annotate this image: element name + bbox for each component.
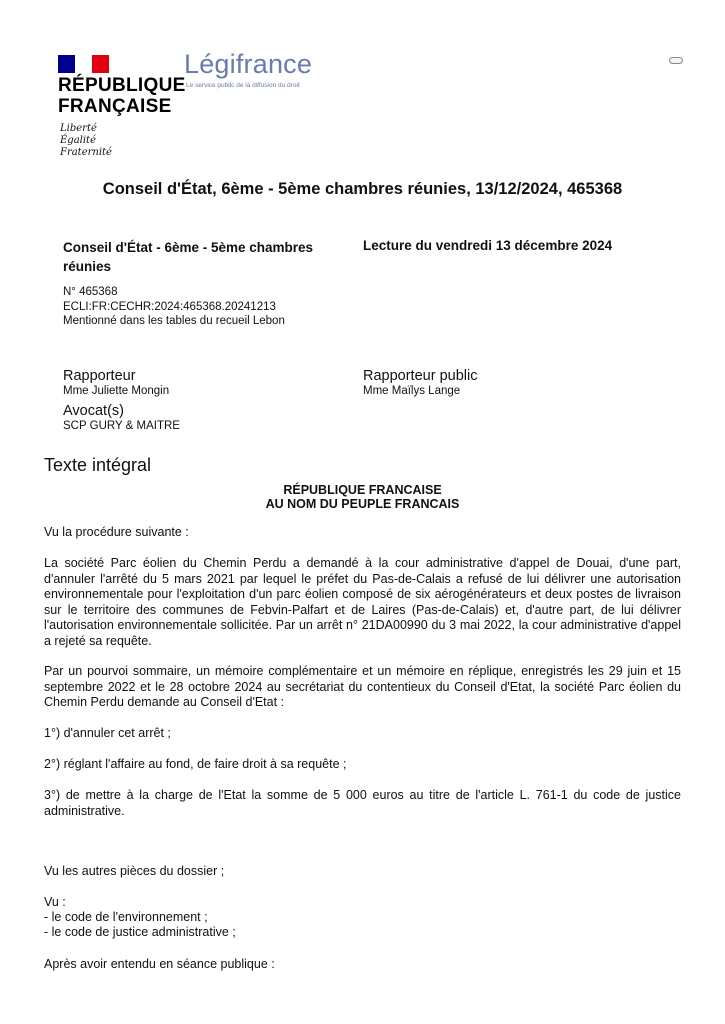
ecli-code: ECLI:FR:CECHR:2024:465368.20241213 — [63, 300, 276, 313]
avocat-name: SCP GURY & MAITRE — [63, 420, 180, 432]
motto — [60, 123, 112, 159]
lebon-mention: Mentionné dans les tables du recueil Lebon — [63, 315, 285, 327]
jurisdiction: Conseil d'État - 6ème - 5ème chambres réunies — [63, 240, 314, 274]
republic-line1: RÉPUBLIQUE — [58, 75, 186, 96]
rapporteur-name: Mme Juliette Mongin — [63, 385, 170, 397]
section-title: Texte intégral — [44, 455, 152, 475]
reading-date: Lecture du vendredi 13 décembre 2024 — [363, 238, 613, 253]
paragraph-seance: Après avoir entendu en séance publique : — [44, 957, 275, 971]
heading-republique: RÉPUBLIQUE FRANCAISE — [283, 483, 442, 497]
rapporteur-public-label: Rapporteur public — [363, 368, 478, 384]
republic-line2: FRANÇAISE — [58, 96, 172, 117]
motto-fraternite: Fraternité — [60, 147, 112, 158]
paragraph-vu: Vu : — [44, 895, 66, 909]
paragraph-pourvoi: Par un pourvoi sommaire, un mémoire complémentaire et un mémoire en réplique, enregistrés les 29 juin et 15 septembre 2022 et le 28 octobre 2024 au secrétariat du contentieux du Conseil d'Etat, la société Parc éolien du Chemin Perdu demande au Conseil d'Etat : — [44, 664, 681, 709]
heading-peuple: AU NOM DU PEUPLE FRANCAIS — [265, 497, 460, 511]
paragraph-conclusion-1: 1°) d'annuler cet arrêt ; — [44, 726, 171, 740]
rapporteur-label: Rapporteur — [63, 368, 136, 384]
rapporteur-public-name: Mme Maïlys Lange — [363, 385, 461, 397]
republique-flag-icon — [58, 55, 109, 73]
legifrance-tagline: Le service public de la diffusion du droit — [186, 82, 300, 89]
paragraph-demande: La société Parc éolien du Chemin Perdu a demandé à la cour administrative d'appel de Douai, d'une part, d'annuler l'arrêté du 5 mars 2021 par lequel le préfet du Pas-de-Calais a refusé de lui délivrer une autorisation environnementale pour l'exploitation d'un parc éolien composé de six aérogénérateurs et deux postes de livraison sur le territoire des communes de Febvin-Palfart et de Laires (Pas-de-Calais) et, d'autre part, de lui délivrer l'autorisation environnementale sollicitée. Par un arrêt n° 21DA00990 du 3 mai 2022, la cour administrative d'appel a rejeté sa requête. — [44, 556, 681, 648]
avocat-label: Avocat(s) — [63, 403, 124, 419]
motto-liberte: Liberté — [60, 123, 97, 134]
scroll-handle-icon[interactable] — [669, 57, 683, 64]
paragraph-code-justice: - le code de justice administrative ; — [44, 925, 236, 939]
paragraph-code-env: - le code de l'environnement ; — [44, 910, 208, 924]
paragraph-pieces: Vu les autres pièces du dossier ; — [44, 864, 225, 878]
decision-metadata — [63, 285, 285, 329]
republique-francaise-logo — [58, 75, 186, 117]
paragraph-conclusion-2: 2°) réglant l'affaire au fond, de faire droit à sa requête ; — [44, 757, 347, 771]
legifrance-logo[interactable]: Légifrance — [184, 49, 313, 79]
motto-egalite: Égalité — [60, 135, 96, 146]
paragraph-conclusion-3: 3°) de mettre à la charge de l'Etat la somme de 5 000 euros au titre de l'article L. 761-1 du code de justice administrative. — [44, 788, 681, 818]
page-title: Conseil d'État, 6ème - 5ème chambres réunies, 13/12/2024, 465368 — [102, 180, 623, 198]
paragraph-procedure: Vu la procédure suivante : — [44, 525, 189, 539]
decision-number: N° 465368 — [63, 286, 118, 298]
